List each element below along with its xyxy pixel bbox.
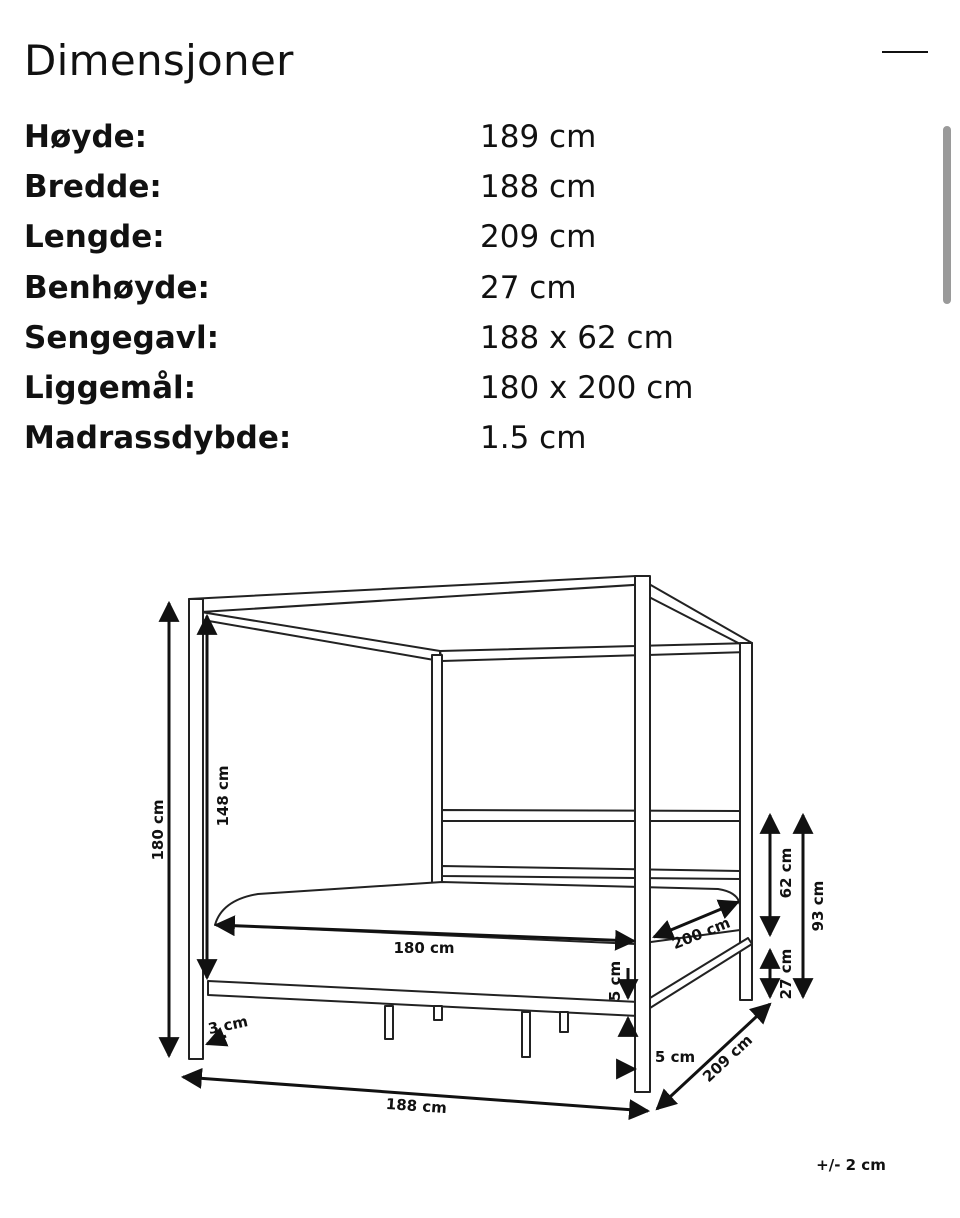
spec-value: 180 x 200 cm bbox=[480, 369, 694, 406]
spec-label: Sengegavl: bbox=[24, 319, 219, 356]
spec-value: 1.5 cm bbox=[480, 420, 587, 457]
spec-label: Bredde: bbox=[24, 169, 162, 206]
spec-label: Høyde: bbox=[24, 119, 148, 155]
label-headboard-total: 93 cm bbox=[809, 880, 827, 932]
dimension-arrows bbox=[169, 603, 803, 1111]
spec-value: 188 x 62 cm bbox=[480, 319, 674, 356]
label-total-width: 188 cm bbox=[385, 1094, 448, 1118]
spec-label: Lengde: bbox=[24, 219, 165, 256]
spec-value: 27 cm bbox=[480, 269, 577, 306]
label-frame-depth: 5 cm bbox=[606, 960, 624, 1002]
label-mattress-length: 200 cm bbox=[669, 913, 733, 954]
label-headboard-height: 62 cm bbox=[777, 847, 795, 899]
label-total-height: 180 cm bbox=[149, 799, 167, 861]
label-leg-height: 27 cm bbox=[777, 948, 795, 1000]
label-post-thickness: 3 cm bbox=[206, 1012, 250, 1039]
spec-value: 209 cm bbox=[480, 219, 597, 256]
label-rail-thickness: 5 cm bbox=[654, 1048, 696, 1066]
section-title: Dimensjoner bbox=[24, 36, 294, 85]
label-tolerance: +/- 2 cm bbox=[816, 1156, 886, 1174]
spec-label: Liggemål: bbox=[24, 369, 197, 406]
label-inner-height: 148 cm bbox=[214, 765, 232, 827]
label-mattress-width: 180 cm bbox=[393, 939, 455, 957]
bed-frame-drawing bbox=[189, 576, 752, 1092]
spec-value: 189 cm bbox=[480, 119, 597, 155]
spec-value: 188 cm bbox=[480, 169, 597, 206]
label-total-length: 209 cm bbox=[699, 1030, 757, 1086]
spec-label: Benhøyde: bbox=[24, 269, 210, 306]
spec-label: Madrassdybde: bbox=[24, 420, 292, 457]
